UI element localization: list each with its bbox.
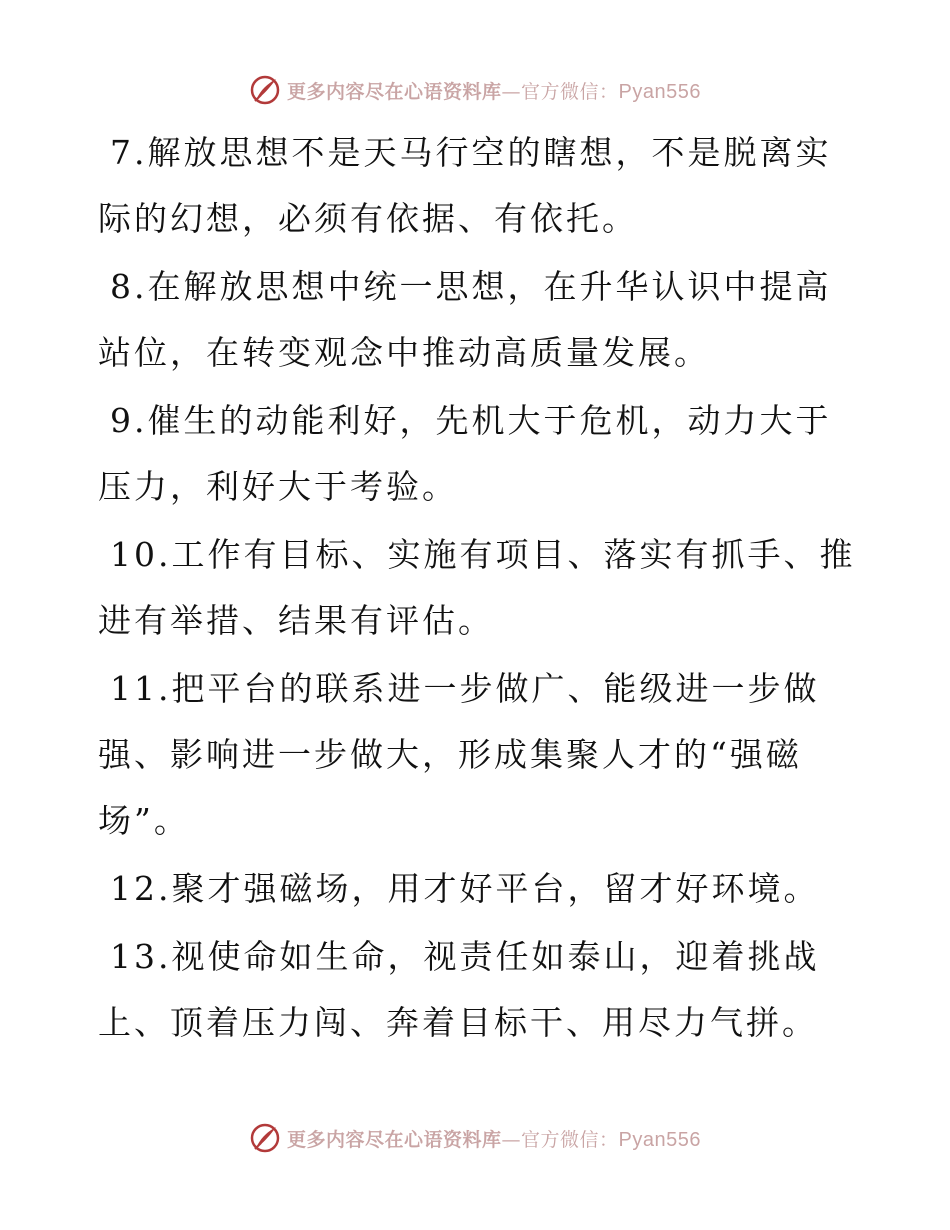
paragraph-number: 10. xyxy=(110,535,172,574)
watermark-dash: — xyxy=(501,1128,522,1151)
paragraph-number: 8. xyxy=(110,267,148,306)
watermark-id: Pyan556 xyxy=(618,1128,701,1151)
paragraph-text: 解放思想不是天马行空的瞎想，不是脱离实际的幻想，必须有依据、有依托。 xyxy=(98,133,832,238)
watermark-text xyxy=(287,1125,701,1152)
paragraph-text: 视使命如生命，视责任如泰山，迎着挑战上、顶着压力闯、奔着目标干、用尽力气拼。 xyxy=(98,937,820,1042)
paragraph-12 xyxy=(98,856,858,922)
paragraph-9 xyxy=(98,388,858,520)
paragraph-11 xyxy=(98,656,858,854)
paragraph-text: 在解放思想中统一思想，在升华认识中提高站位，在转变观念中推动高质量发展。 xyxy=(98,267,832,372)
footer-watermark xyxy=(0,1120,950,1156)
paragraph-8 xyxy=(98,254,858,386)
paragraph-number: 9. xyxy=(110,401,148,440)
paragraph-text: 把平台的联系进一步做广、能级进一步做强、影响进一步做大，形成集聚人才的“强磁场”。 xyxy=(98,669,820,840)
paragraph-13 xyxy=(98,924,858,1056)
quill-pen-icon xyxy=(249,1122,281,1154)
paragraph-10 xyxy=(98,522,858,654)
paragraph-number: 12. xyxy=(110,869,172,908)
watermark-official: 官方微信： xyxy=(521,1128,619,1151)
watermark-text xyxy=(287,77,701,104)
paragraph-text: 工作有目标、实施有项目、落实有抓手、推进有举措、结果有评估。 xyxy=(98,535,856,640)
paragraph-number: 13. xyxy=(110,937,172,976)
watermark-id: Pyan556 xyxy=(618,80,701,103)
paragraph-number: 11. xyxy=(110,669,172,708)
watermark-dash: — xyxy=(501,80,522,103)
document-body xyxy=(98,120,858,1056)
watermark-official: 官方微信： xyxy=(521,80,619,103)
paragraph-number: 7. xyxy=(110,133,148,172)
header-watermark xyxy=(0,72,950,108)
paragraph-7 xyxy=(98,120,858,252)
watermark-main: 更多内容尽在心语资料库 xyxy=(287,80,502,103)
paragraph-text: 聚才强磁场，用才好平台，留才好环境。 xyxy=(171,869,820,908)
quill-pen-icon xyxy=(249,74,281,106)
watermark-main: 更多内容尽在心语资料库 xyxy=(287,1128,502,1151)
paragraph-text: 催生的动能利好，先机大于危机，动力大于压力，利好大于考验。 xyxy=(98,401,832,506)
